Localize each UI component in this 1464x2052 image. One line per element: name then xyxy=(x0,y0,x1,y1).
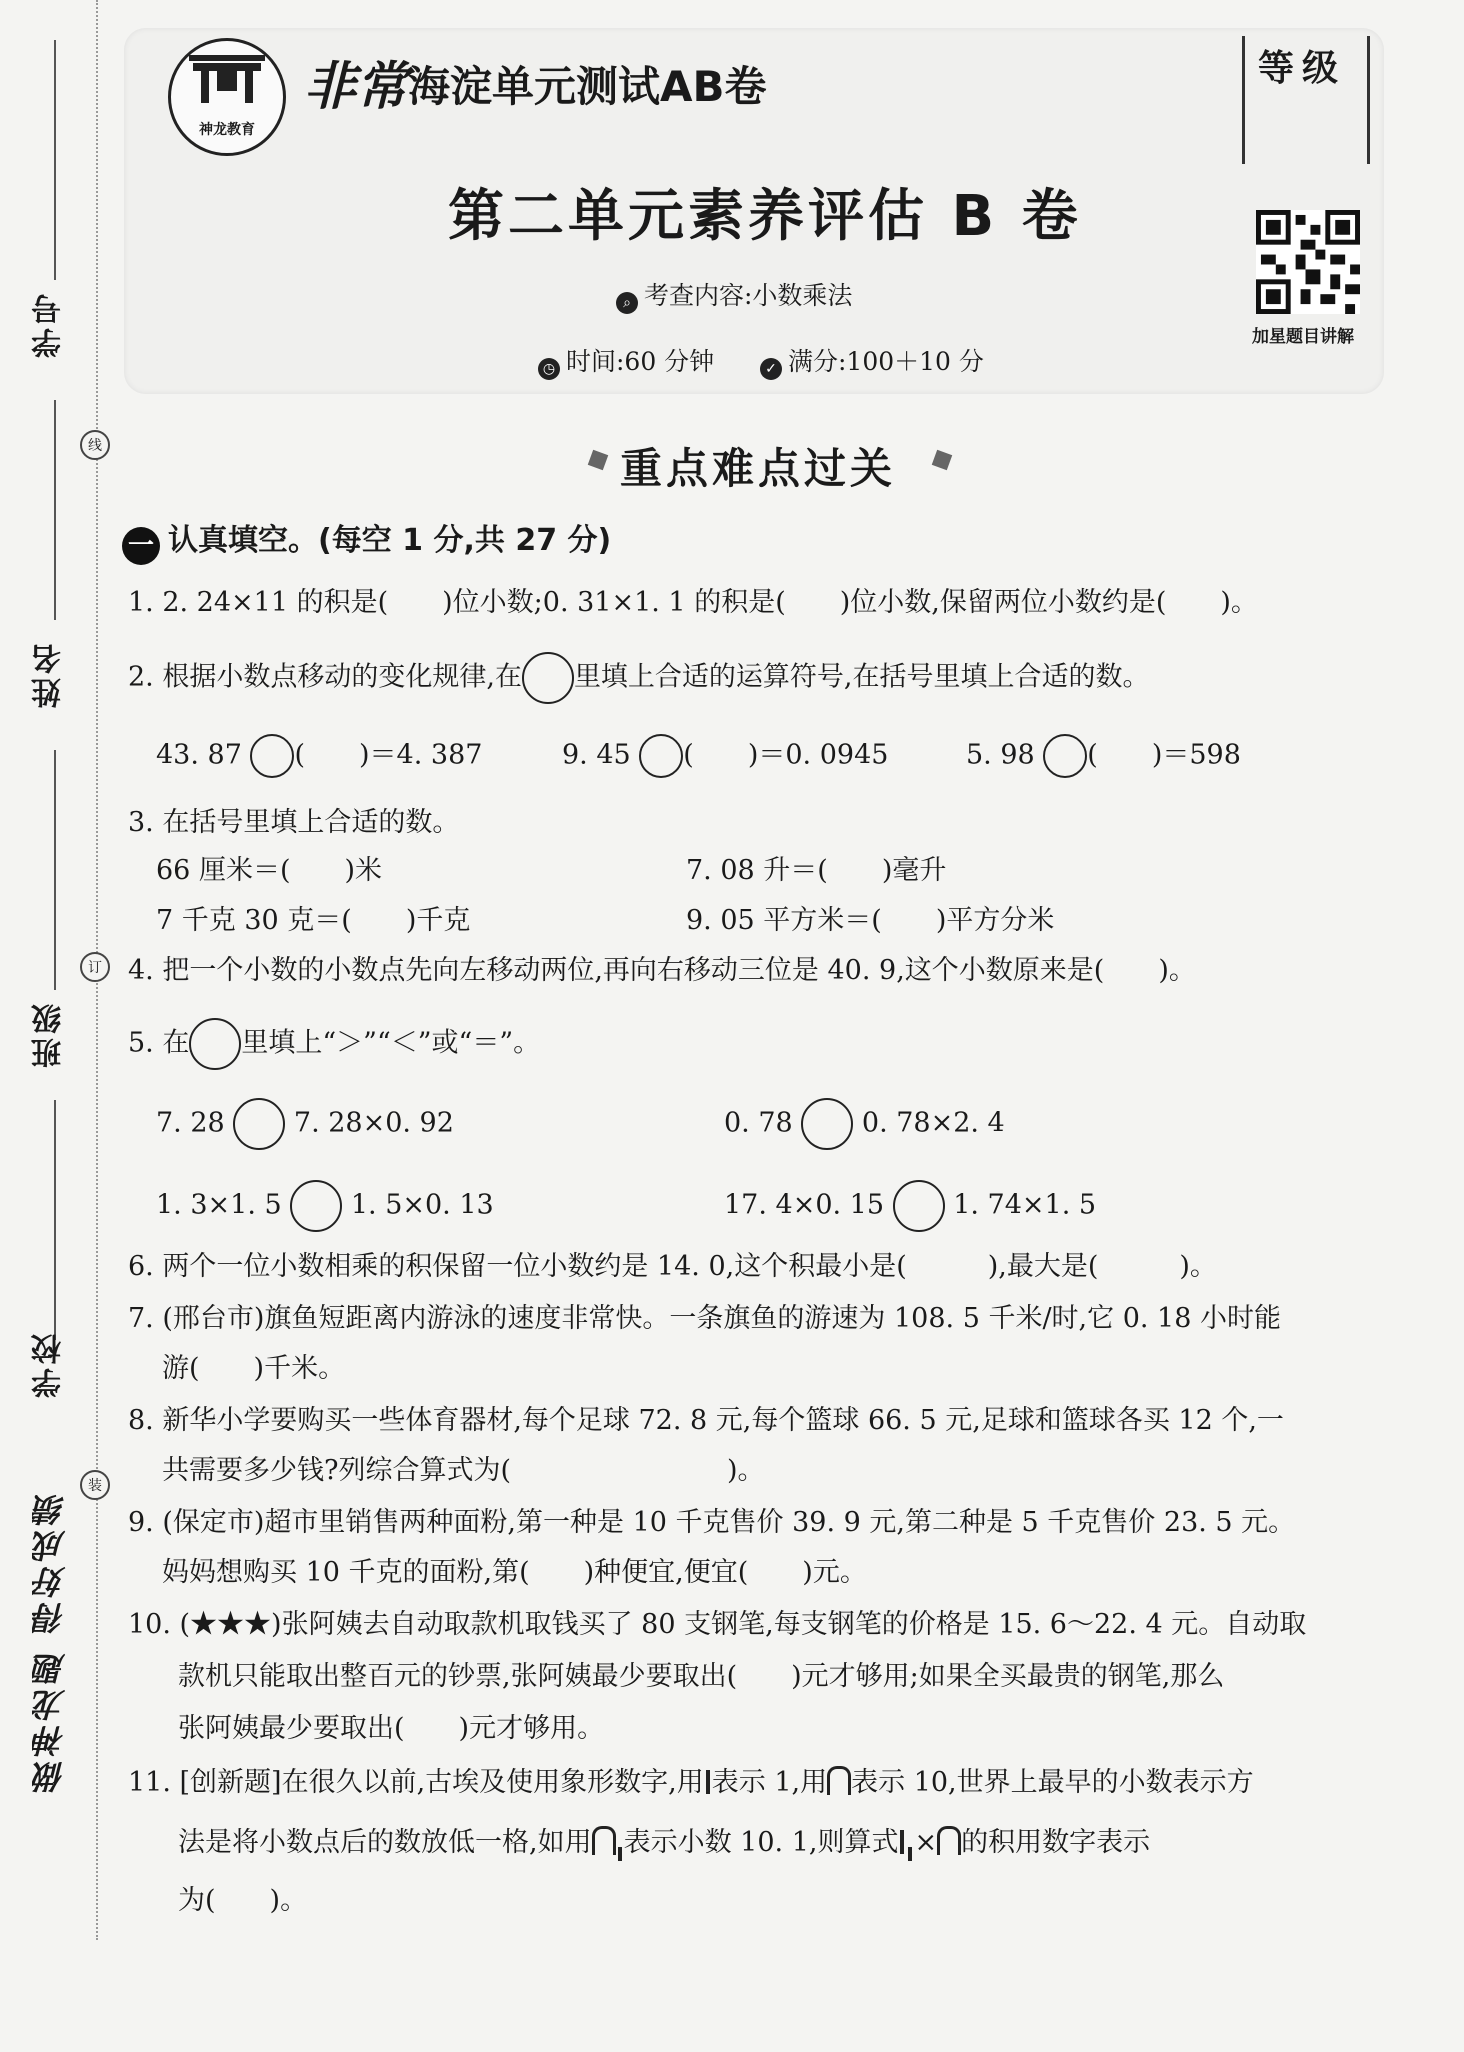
q5-item-2-right: 0. 78×2. 4 xyxy=(861,1107,1005,1139)
section-title: 重点难点过关 xyxy=(620,444,897,493)
q2-text-a: 2. 根据小数点移动的变化规律,在 xyxy=(128,661,522,693)
section-deco-right xyxy=(932,450,953,471)
q3-item-1: 66 厘米＝( )米 xyxy=(156,855,383,886)
question-8-line-1: 8. 新华小学要购买一些体育器材,每个足球 72. 8 元,每个篮球 66. 5 元,足球和篮球各买 12 个,一 xyxy=(128,1405,1284,1436)
name-line xyxy=(54,400,56,620)
part1-title: 认真填空。(每空 1 分,共 27 分) xyxy=(168,523,612,558)
q5-item-4-right: 1. 74×1. 5 xyxy=(953,1189,1097,1221)
question-4: 4. 把一个小数的小数点先向左移动两位,再向右移动三位是 40. 9,这个小数原来是( )。 xyxy=(128,955,1196,986)
question-9-line-2: 妈妈想购买 10 千克的面粉,第( )种便宜,便宜( )元。 xyxy=(162,1557,867,1588)
search-icon: ⌕ xyxy=(616,292,638,314)
question-1: 1. 2. 24×11 的积是( )位小数;0. 31×1. 1 的积是( )位小数,保留两位小数约是( )。 xyxy=(128,587,1258,618)
section-deco-left xyxy=(588,450,609,471)
q11-times: × xyxy=(914,1827,938,1858)
brand-name: 海淀单元测试AB卷 xyxy=(408,62,767,111)
answer-circle[interactable] xyxy=(1043,734,1087,778)
question-5 xyxy=(128,1018,540,1070)
q11-text-d: 法是将小数点后的数放低一格,如用 xyxy=(178,1827,592,1858)
question-10-line-2: 款机只能取出整百元的钞票,张阿姨最少要取出( )元才够用;如果全买最贵的钢笔,那么 xyxy=(178,1661,1225,1692)
egyptian-ten-icon xyxy=(937,1826,961,1855)
q2-text-b: 里填上合适的运算符号,在括号里填上合适的数。 xyxy=(573,661,1150,693)
q5-item-4 xyxy=(724,1180,1096,1232)
q5-item-4-left: 17. 4×0. 15 xyxy=(724,1189,885,1221)
qr-caption: 加星题目讲解 xyxy=(1252,327,1354,347)
name-label: 姓名 xyxy=(32,640,67,708)
score-line xyxy=(760,342,984,380)
answer-circle[interactable] xyxy=(893,1180,945,1232)
part1-heading xyxy=(122,524,611,565)
check-icon: ✓ xyxy=(760,358,782,380)
q3-item-2: 7. 08 升＝( )毫升 xyxy=(686,855,947,886)
q5-item-3-left: 1. 3×1. 5 xyxy=(156,1189,282,1221)
qr-code-icon[interactable] xyxy=(1256,210,1360,314)
q11-text-a: 11. [创新题]在很久以前,古埃及使用象形数字,用 xyxy=(128,1767,704,1798)
clock-icon: ◷ xyxy=(538,358,560,380)
q5-text-b: 里填上“＞”“＜”或“＝”。 xyxy=(241,1027,541,1059)
content-line xyxy=(616,276,852,314)
q5-item-2-left: 0. 78 xyxy=(724,1107,793,1139)
q2-item-1-left: 43. 87 xyxy=(156,739,242,771)
question-8-line-2: 共需要多少钱?列综合算式为( )。 xyxy=(162,1455,765,1486)
question-7-line-2: 游( )千米。 xyxy=(162,1353,346,1384)
egyptian-one-low-icon xyxy=(908,1847,912,1861)
q2-item-1 xyxy=(156,734,482,778)
q2-item-2 xyxy=(562,734,888,778)
q2-item-2-right: ( )＝0. 0945 xyxy=(683,739,889,771)
q2-item-1-right: ( )＝4. 387 xyxy=(294,739,483,771)
question-10-line-3: 张阿姨最少要取出( )元才够用。 xyxy=(178,1713,605,1744)
answer-circle[interactable] xyxy=(522,652,574,704)
q5-item-1-right: 7. 28×0. 92 xyxy=(293,1107,454,1139)
question-11-line-2 xyxy=(178,1826,1150,1861)
q3-item-3: 7 千克 30 克＝( )千克 xyxy=(156,905,471,936)
q11-text-b: 表示 1,用 xyxy=(711,1767,828,1798)
q5-item-3 xyxy=(156,1180,494,1232)
seal-line: 线 xyxy=(80,430,110,460)
answer-circle[interactable] xyxy=(250,734,294,778)
egyptian-one-low-icon xyxy=(618,1847,622,1861)
time-line xyxy=(538,342,714,380)
q3-item-4: 9. 05 平方米＝( )平方分米 xyxy=(686,905,1055,936)
content-text: 考查内容:小数乘法 xyxy=(644,281,853,310)
seal-ding: 订 xyxy=(80,952,110,982)
q5-item-2 xyxy=(724,1098,1005,1150)
q2-item-2-left: 9. 45 xyxy=(562,739,631,771)
question-11-line-3: 为( )。 xyxy=(178,1885,308,1916)
brand-script: 非常 xyxy=(304,56,409,117)
q11-text-c: 表示 10,世界上最早的小数表示方 xyxy=(851,1767,1254,1798)
answer-circle[interactable] xyxy=(233,1098,285,1150)
question-10-line-1: 10. (★★★)张阿姨去自动取款机取钱买了 80 支钢笔,每支钢笔的价格是 15. 6～22. 4 元。自动取 xyxy=(128,1609,1307,1640)
student-id-line xyxy=(54,40,56,280)
logo-text: 神龙教育 xyxy=(199,122,255,138)
page-title: 第二单元素养评估 B 卷 xyxy=(448,184,1082,249)
q2-item-3 xyxy=(966,734,1241,778)
q5-text-a: 5. 在 xyxy=(128,1027,190,1059)
answer-circle[interactable] xyxy=(189,1018,241,1070)
q5-item-3-right: 1. 5×0. 13 xyxy=(350,1189,494,1221)
student-id-label: 学号 xyxy=(32,290,67,358)
class-line xyxy=(54,750,56,990)
class-label: 班级 xyxy=(32,1000,67,1068)
q2-item-3-left: 5. 98 xyxy=(966,739,1035,771)
school-line xyxy=(54,1100,56,1340)
question-11-line-1 xyxy=(128,1766,1254,1800)
grade-label: 等级 xyxy=(1258,48,1347,89)
school-label: 学校 xyxy=(32,1330,67,1398)
q5-item-1-left: 7. 28 xyxy=(156,1107,225,1139)
answer-circle[interactable] xyxy=(801,1098,853,1150)
logo-emblem-icon xyxy=(171,41,283,121)
part1-number: 一 xyxy=(122,527,160,565)
question-3: 3. 在括号里填上合适的数。 xyxy=(128,807,460,838)
egyptian-ten-icon xyxy=(827,1766,851,1795)
slogan: 做神龙题 得好成绩 xyxy=(32,1490,70,1794)
egyptian-ten-icon xyxy=(592,1826,616,1855)
question-7-line-1: 7. (邢台市)旗鱼短距离内游泳的速度非常快。一条旗鱼的游速为 108. 5 千米/时,它 0. 18 小时能 xyxy=(128,1303,1281,1334)
question-6: 6. 两个一位小数相乘的积保留一位小数约是 14. 0,这个积最小是( ),最大是( )。 xyxy=(128,1251,1217,1282)
time-text: 时间:60 分钟 xyxy=(566,347,715,376)
logo xyxy=(168,38,286,156)
q5-item-1 xyxy=(156,1098,454,1150)
answer-circle[interactable] xyxy=(290,1180,342,1232)
score-text: 满分:100＋10 分 xyxy=(788,347,984,376)
answer-circle[interactable] xyxy=(639,734,683,778)
egyptian-one-icon xyxy=(706,1770,710,1794)
q11-text-e: 表示小数 10. 1,则算式 xyxy=(623,1827,899,1858)
q2-item-3-right: ( )＝598 xyxy=(1087,739,1241,771)
seal-zhuang: 装 xyxy=(80,1470,110,1500)
q11-text-g: 的积用数字表示 xyxy=(961,1827,1151,1858)
egyptian-one-icon xyxy=(900,1830,904,1854)
question-9-line-1: 9. (保定市)超市里销售两种面粉,第一种是 10 千克售价 39. 9 元,第二种是 5 千克售价 23. 5 元。 xyxy=(128,1507,1296,1538)
question-2 xyxy=(128,652,1150,704)
